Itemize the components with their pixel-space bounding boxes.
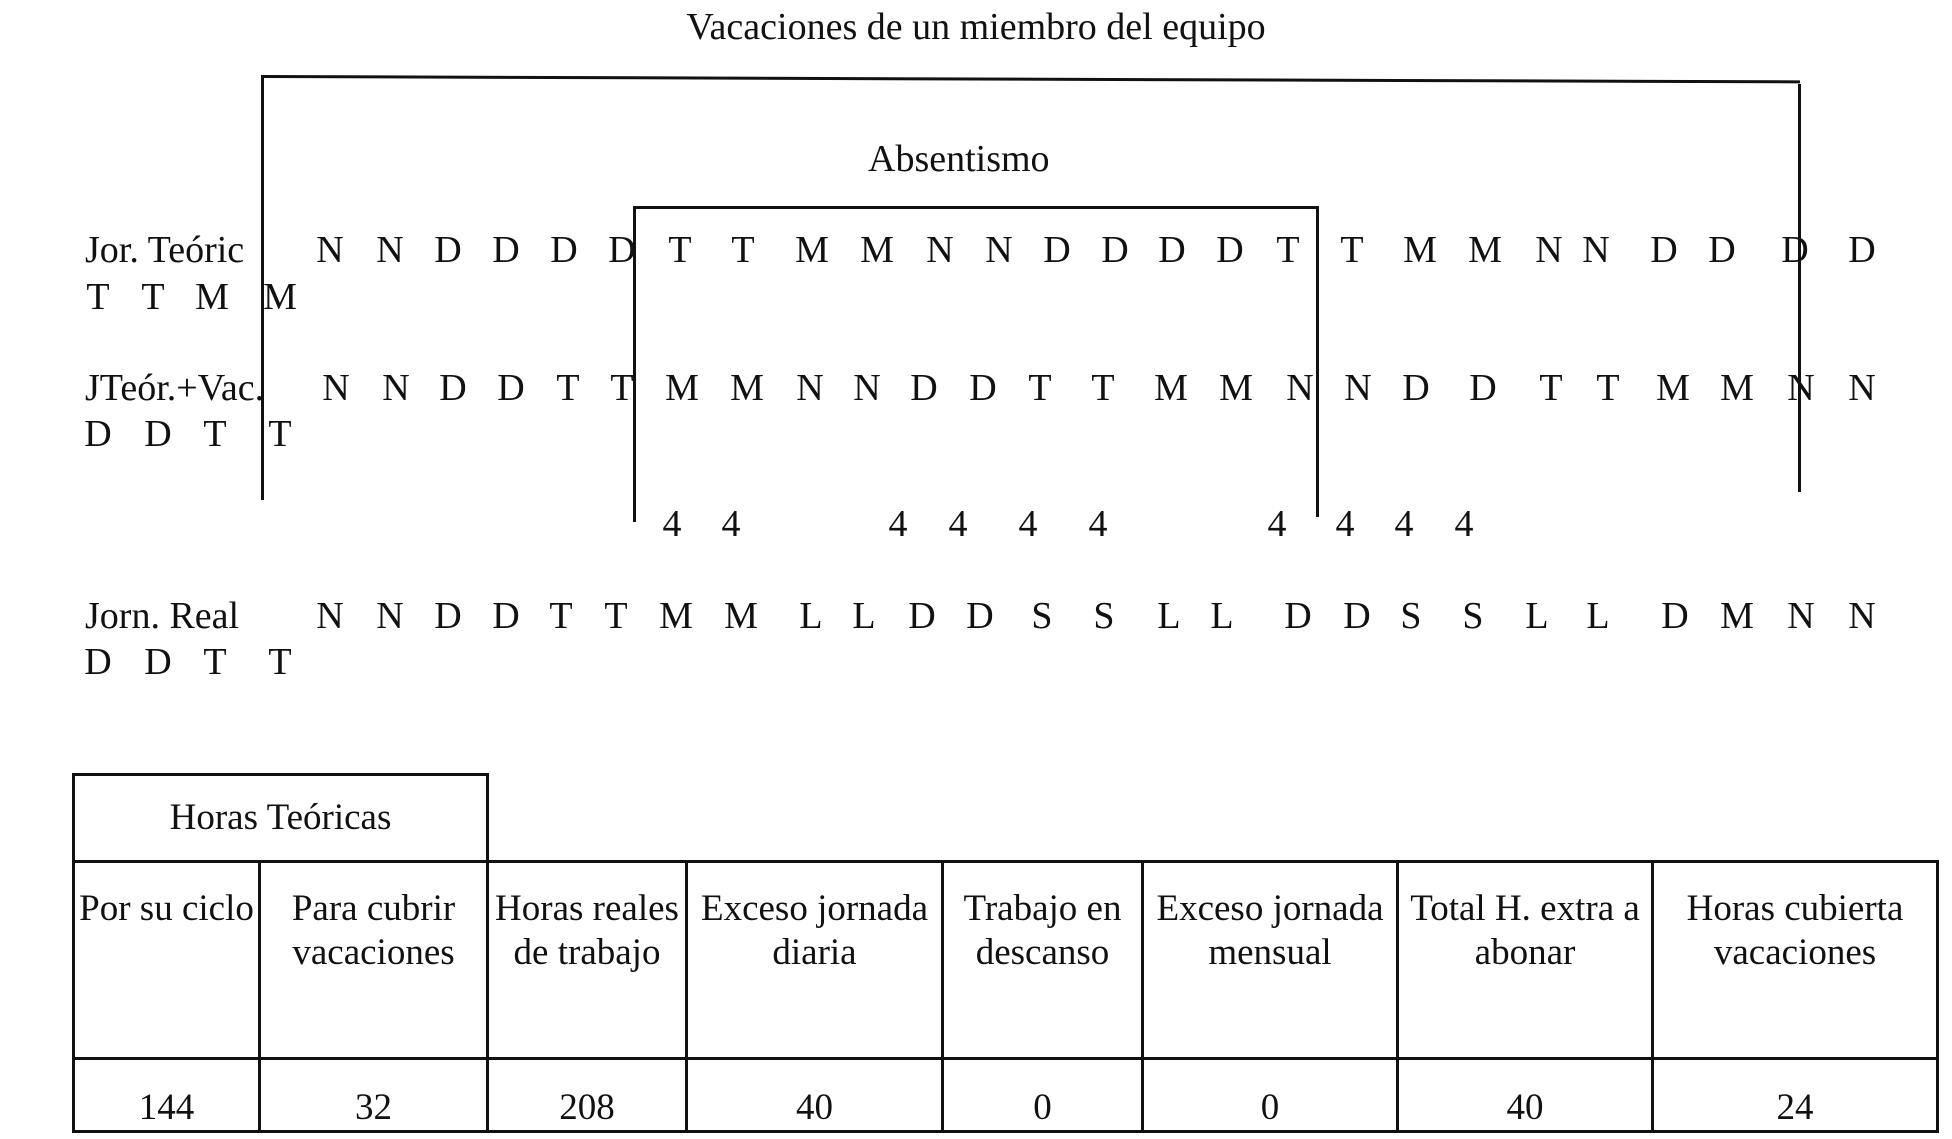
shift-cell: N [1535, 229, 1563, 271]
shift-cell: N [985, 229, 1013, 271]
shift-cell: M [724, 595, 758, 637]
shift-cell: D [1216, 229, 1244, 271]
page-title: Vacaciones de un miembro del equipo [686, 6, 1266, 48]
shift-cell: N [926, 229, 954, 271]
shift-cell: M [665, 367, 699, 409]
shift-cell: D [492, 229, 520, 271]
shift-cell: T [203, 641, 227, 683]
shift-cell: D [1708, 229, 1736, 271]
shift-cell: D [497, 367, 525, 409]
shift-cell: M [860, 229, 894, 271]
jteor-vac-sequence [0, 369, 1952, 409]
extra-hour-mark: 4 [948, 503, 968, 545]
extra-hour-mark: 4 [721, 503, 741, 545]
shift-cell: M [195, 276, 229, 318]
shift-cell: T [1340, 229, 1364, 271]
absentismo-label: Absentismo [868, 138, 1050, 180]
shift-cell: N [376, 595, 404, 637]
shift-cell: N [1848, 595, 1876, 637]
extra-hour-mark: 4 [1267, 503, 1287, 545]
column-header: Total H. extra a abonar [1398, 862, 1653, 1059]
shift-cell: T [268, 641, 292, 683]
shift-cell: S [1462, 595, 1484, 637]
shift-cell: D [1043, 229, 1071, 271]
shift-cell: T [1028, 367, 1052, 409]
shift-cell: N [1848, 367, 1876, 409]
shift-cell: D [1101, 229, 1129, 271]
value-cell: 0 [1143, 1059, 1398, 1132]
shift-cell: M [1403, 229, 1437, 271]
shift-cell: T [549, 595, 573, 637]
shift-cell: L [1586, 595, 1610, 637]
shift-cell: T [1276, 229, 1300, 271]
vacation-bracket-top [262, 75, 1800, 83]
column-header: Horas cubierta vacaciones [1653, 862, 1938, 1059]
column-header: Trabajo en descanso [943, 862, 1143, 1059]
shift-cell: D [1848, 229, 1876, 271]
shift-cell: D [144, 413, 172, 455]
shift-cell: M [1468, 229, 1502, 271]
shift-cell: D [1781, 229, 1809, 271]
shift-cell: N [1787, 367, 1815, 409]
shift-cell: N [1582, 229, 1610, 271]
shift-cell: T [268, 413, 292, 455]
extra-hour-mark: 4 [1018, 503, 1038, 545]
column-header-row [74, 862, 1938, 1059]
shift-cell: N [1787, 595, 1815, 637]
shift-cell: N [316, 229, 344, 271]
shift-cell: T [1539, 367, 1563, 409]
shift-cell: S [1093, 595, 1115, 637]
shift-cell: D [1469, 367, 1497, 409]
jorn-real-sequence [0, 597, 1952, 637]
row-label-jor-teoric: Jor. Teóric [85, 229, 245, 271]
shift-cell: D [1284, 595, 1312, 637]
shift-cell: T [1596, 367, 1620, 409]
values-row [74, 1059, 1938, 1132]
extra-hour-mark: 4 [1394, 503, 1414, 545]
extra-hour-mark: 4 [1088, 503, 1108, 545]
extra-hour-mark: 4 [1454, 503, 1474, 545]
shift-cell: N [322, 367, 350, 409]
shift-cell: T [668, 229, 692, 271]
shift-cell: T [203, 413, 227, 455]
group-header-horas-teoricas: Horas Teóricas [74, 775, 488, 862]
shift-cell: D [1650, 229, 1678, 271]
shift-cell: L [1210, 595, 1234, 637]
shift-cell: M [1720, 595, 1754, 637]
shift-cell: L [799, 595, 823, 637]
shift-cell: D [434, 595, 462, 637]
shift-cell: D [434, 229, 462, 271]
shift-cell: D [969, 367, 997, 409]
shift-cell: M [1720, 367, 1754, 409]
shift-cell: M [1154, 367, 1188, 409]
shift-cell: N [853, 367, 881, 409]
shift-cell: N [376, 229, 404, 271]
value-cell: 208 [488, 1059, 687, 1132]
value-cell: 24 [1653, 1059, 1938, 1132]
column-header: Exceso jornada diaria [687, 862, 943, 1059]
shift-cell: L [852, 595, 876, 637]
shift-cell: M [730, 367, 764, 409]
shift-cell: N [316, 595, 344, 637]
value-cell: 144 [74, 1059, 260, 1132]
value-cell: 40 [687, 1059, 943, 1132]
shift-cell: D [492, 595, 520, 637]
value-cell: 0 [943, 1059, 1143, 1132]
shift-cell: M [263, 276, 297, 318]
shift-cell: T [141, 276, 165, 318]
jorn-real-wrap [0, 643, 1952, 683]
shift-cell: D [439, 367, 467, 409]
hours-table [72, 773, 1939, 1133]
shift-cell: D [550, 229, 578, 271]
shift-cell: M [1219, 367, 1253, 409]
shift-cell: M [795, 229, 829, 271]
extra-hour-mark: 4 [1335, 503, 1355, 545]
shift-cell: D [84, 413, 112, 455]
shift-cell: M [1656, 367, 1690, 409]
shift-cell: L [1157, 595, 1181, 637]
shift-cell: N [796, 367, 824, 409]
jor-teoric-wrap [0, 278, 1952, 318]
column-header: Para cubrir vacaciones [260, 862, 488, 1059]
shift-cell: M [659, 595, 693, 637]
shift-cell: S [1400, 595, 1422, 637]
shift-cell: L [1525, 595, 1549, 637]
shift-cell: T [731, 229, 755, 271]
shift-cell: S [1031, 595, 1053, 637]
shift-cell: T [610, 367, 634, 409]
jteor-vac-wrap [0, 415, 1952, 455]
shift-cell: D [1661, 595, 1689, 637]
shift-cell: D [1343, 595, 1371, 637]
row-label-jorn-real: Jorn. Real [85, 595, 240, 637]
absentismo-bracket-top [634, 206, 1319, 209]
shift-cell: N [382, 367, 410, 409]
shift-cell: D [608, 229, 636, 271]
shift-cell: T [1091, 367, 1115, 409]
column-header: Exceso jornada mensual [1143, 862, 1398, 1059]
column-header: Horas reales de trabajo [488, 862, 687, 1059]
shift-cell: D [84, 641, 112, 683]
row-label-jteor-vac: JTeór.+Vac. [85, 367, 265, 409]
extra-hour-mark: 4 [662, 503, 682, 545]
shift-cell: D [1158, 229, 1186, 271]
shift-cell: T [556, 367, 580, 409]
value-cell: 40 [1398, 1059, 1653, 1132]
shift-cell: D [1402, 367, 1430, 409]
column-header: Por su ciclo [74, 862, 260, 1059]
extra-hours-marks [0, 505, 1952, 545]
jor-teoric-sequence [0, 231, 1952, 271]
empty-header-space [488, 775, 1938, 862]
shift-cell: N [1286, 367, 1314, 409]
shift-cell: T [86, 276, 110, 318]
shift-cell: D [144, 641, 172, 683]
shift-cell: D [910, 367, 938, 409]
shift-cell: D [908, 595, 936, 637]
shift-cell: N [1344, 367, 1372, 409]
extra-hour-mark: 4 [888, 503, 908, 545]
shift-cell: D [966, 595, 994, 637]
shift-cell: T [604, 595, 628, 637]
value-cell: 32 [260, 1059, 488, 1132]
